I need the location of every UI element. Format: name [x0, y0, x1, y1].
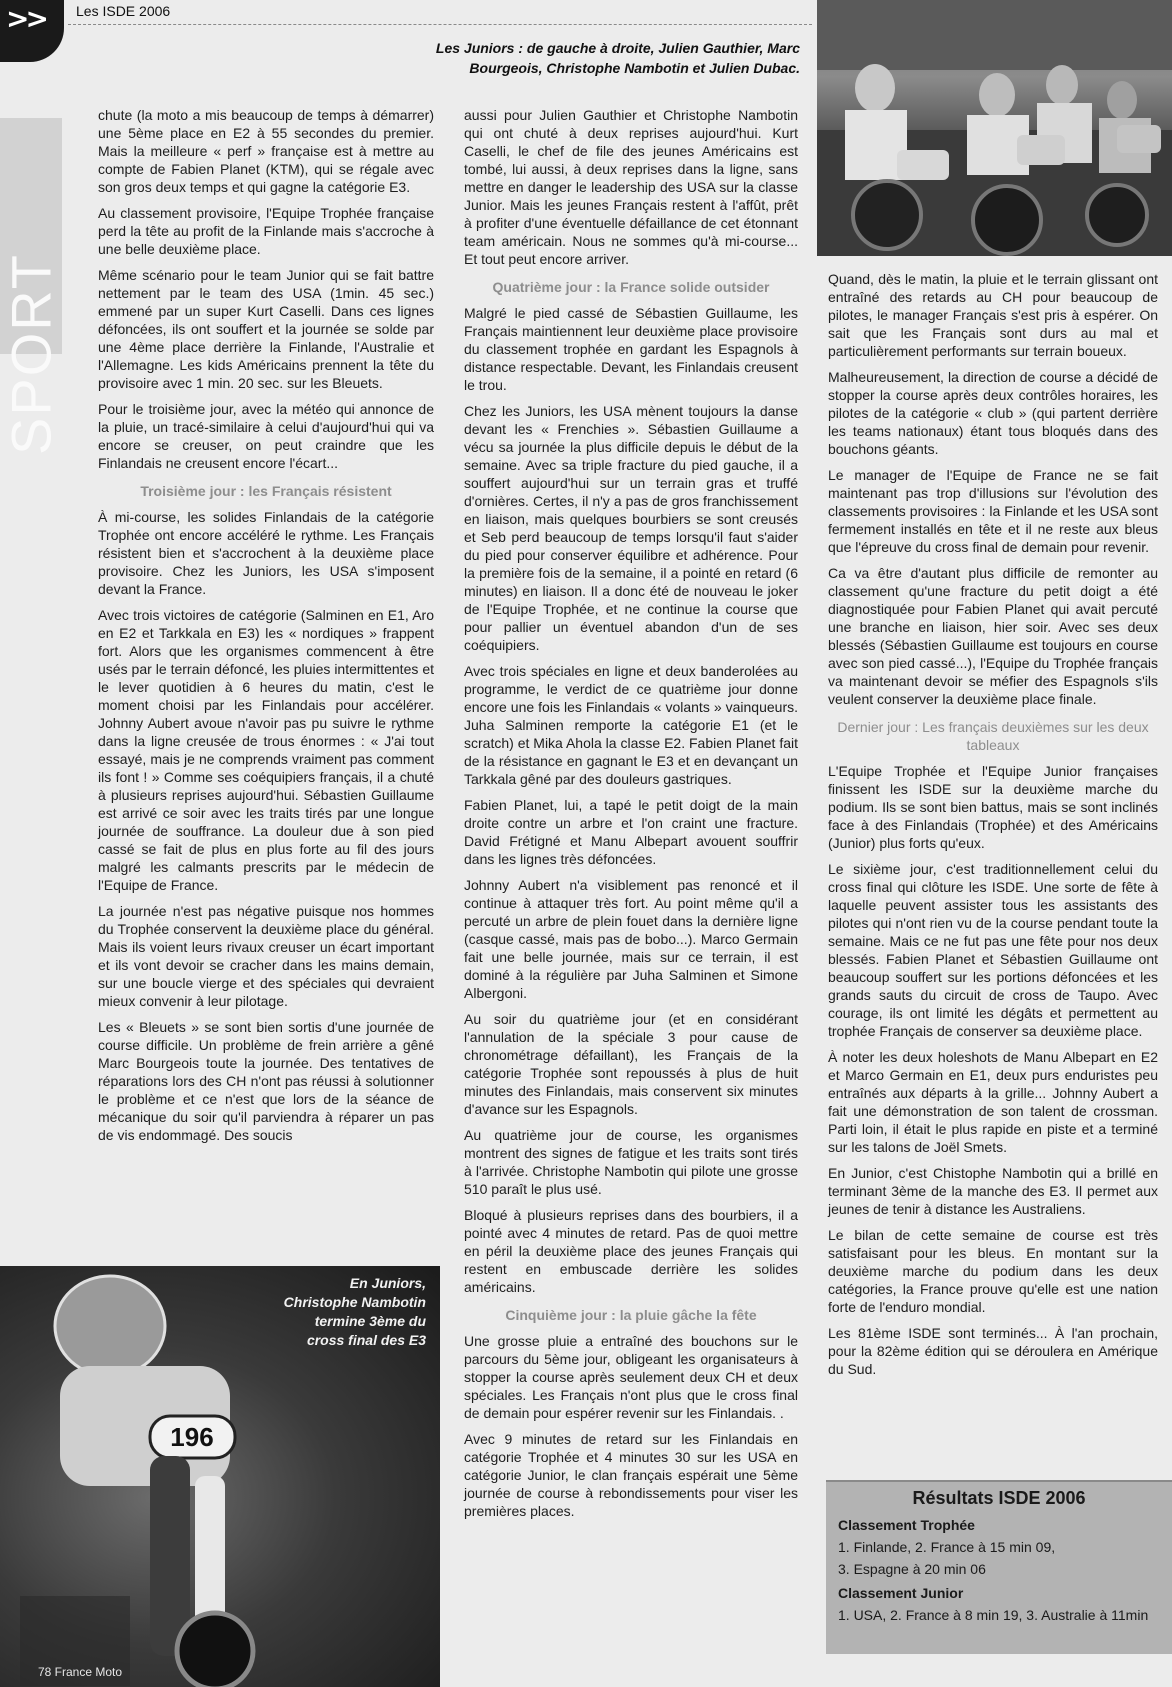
rider-photo-caption: En Juniors, Christophe Nambotin termine 3ème du cross final des E3	[283, 1275, 426, 1348]
paragraph: Bloqué à plusieurs reprises dans des bourbiers, il a pointé avec 4 minutes de retard. Pas de quoi mettre en péril la deuxième place des jeunes Français qui restent en embuscade derrière les solides américains.	[464, 1207, 798, 1295]
paragraph: Avec trois victoires de catégorie (Salminen en E1, Aro en E2 et Tarkkala en E3) les « nordiques » frappent fort. Alors que les organismes commencent à être usés par le terrain défoncé, les pluies intermittentes et le lever quotidien à 6 heures du matin, c'est le moment choisi par les Finlandais pour accélérer. Johnny Aubert avoue n'avoir pas pu suivre le rythme dans la ligne creusée de trous énormes : « J'ai tout essayé, mais je ne comprends vraiment pas comment ils font ! » Comme ses coéquipiers français, il a chuté à plusieurs reprises aujourd'hui. Sébastien Guillaume est arrivé ce soir avec les traits tirés par une longue journée de souffrance. La douleur due à son pied cassé se fait de plus en plus forte au fil des jours malgré les calmants prescrits par le médecin de l'Equipe de France.	[98, 607, 434, 893]
top-photo-caption: Les Juniors : de gauche à droite, Julien Gauthier, Marc Bourgeois, Christophe Nambotin et Julien Dubac.	[435, 40, 800, 76]
section-heading: Troisième jour : les Français résistent	[140, 483, 392, 499]
paragraph: Fabien Planet, lui, a tapé le petit doigt de la main droite contre un arbre et l'on craint une fracture. David Frétigné et Manu Albepart avouent souffrir dans les lignes très défoncées.	[464, 797, 798, 867]
paragraph: Au classement provisoire, l'Equipe Trophée française perd la tête au profit de la Finlande mais s'accroche à une belle deuxième place.	[98, 205, 434, 257]
paragraph: En Junior, c'est Chistophe Nambotin qui a brillé en terminant 3ème de la manche des E3. Il permet aux jeunes de tenir à distance les Australiens.	[828, 1165, 1158, 1217]
column-3	[828, 270, 1158, 1386]
paragraph: Chez les Juniors, les USA mènent toujours la danse devant les « Frenchies ». Sébastien Guillaume a vécu sa journée la plus difficile depuis le début de la semaine. Avec sa triple fracture du pied gauche, il a souffert aujourd'hui sur un terrain gras et truffé d'ornières. Certes, il n'y a pas de gros franchissement en liaison, mais quelques bourbiers se sont creusés et Seb perd beaucoup de temps lorsqu'il faut s'aider du pied pour conserver équilibre et adhérence. Pour la première fois de la semaine, il a pointé en retard (6 minutes) en liaison. Il a donc été de nouveau le joker de l'Equipe Trophée, et ne continue la course que pour pallier un éventuel abandon d'un de ses coéquipiers.	[464, 403, 798, 653]
paragraph: Johnny Aubert n'a visiblement pas renoncé et il continue à attaquer très fort. Au point même qu'il a percuté un arbre de plein fouet dans la dernière ligne (casque cassé, mais pas de bobo...). Marco Germain fait une belle journée, mais sur ce terrain, il est dominé à la régulière par Juha Salminen et Simone Albergoni.	[464, 877, 798, 1001]
section-heading: Quatrième jour : la France solide outsider	[492, 279, 770, 295]
paragraph: Le bilan de cette semaine de course est très satisfaisant pour les bleus. En montant sur la deuxième marche du podium dans les deux catégories, la France prouve qu'elle est une nation forte de l'enduro mondial.	[828, 1227, 1158, 1315]
paragraph: chute (la moto a mis beaucoup de temps à démarrer) une 5ème place en E2 à 55 secondes du premier. Mais la meilleure « perf » française est à mettre au compte de Fabien Planet (KTM), qui se régale avec son gros deux temps et qui gagne la catégorie E3.	[98, 107, 434, 195]
juniors-team-photo	[817, 0, 1172, 256]
section-heading: Cinquième jour : la pluie gâche la fête	[505, 1307, 757, 1323]
paragraph: Même scénario pour le team Junior qui se fait battre nettement par le team des USA (1min. 45 sec.) emmené par un super Kurt Caselli. Dans ces lignes défoncées, ils ont souffert et la journée se solde par une 4ème place derrière la Finlande, l'Australie et l'Allemagne. Les kids Américains prennent la tête du provisoire avec 1 min. 20 sec. sur les Bleuets.	[98, 267, 434, 391]
results-trophee-heading: Classement Trophée	[838, 1517, 975, 1533]
paragraph: Au soir du quatrième jour (et en considérant l'annulation de la spéciale 3 pour cause de chronométrage défaillant), les Français de la catégorie Trophée sont repoussés à plus de huit minutes des Finlandais, mais conservent six minutes d'avance sur les Espagnols.	[464, 1011, 798, 1117]
results-title: Résultats ISDE 2006	[912, 1488, 1086, 1508]
paragraph: Au quatrième jour de course, les organismes montrent des signes de fatigue et les traits sont tirés à l'arrivée. Christophe Nambotin qui pilote une grosse 510 paraît le plus usé.	[464, 1127, 798, 1197]
column-1	[98, 106, 434, 1152]
header-divider	[68, 24, 812, 25]
paragraph: À mi-course, les solides Finlandais de la catégorie Trophée ont encore accéléré le rythme. Les Français résistent bien et s'accrochent à la deuxième place provisoire. Chez les Juniors, les USA s'imposent devant la France.	[98, 509, 434, 597]
page-footer: 78 France Moto	[38, 1665, 123, 1679]
paragraph: Quand, dès le matin, la pluie et le terrain glissant ont entraîné des retards au CH pour beaucoup de pilotes, le manager Français s'est pris à espérer. On sait que les Français sont durs au mal et particulièrement performants sur terrain boueux.	[828, 271, 1158, 359]
column-2	[464, 106, 798, 1528]
juniors-team-illustration	[817, 0, 1172, 256]
paragraph: Malgré le pied cassé de Sébastien Guillaume, les Français maintiennent leur deuxième place provisoire du classement trophée en gardant les Espagnols à distance respectable. Devant, les Finlandais creusent le trou.	[464, 305, 798, 393]
section-heading: Dernier jour : Les français deuxièmes sur les deux tableaux	[837, 719, 1149, 753]
paragraph: La journée n'est pas négative puisque nos hommes du Trophée conservent la deuxième place du général. Mais ils voient leurs rivaux creuser un écart important et ils vont devoir se cracher dans les mains demain, sur une boucle vierge et des spéciales qui devraient mieux convenir à leur pilotage.	[98, 903, 434, 1009]
results-trophee-line: 1. Finlande, 2. France à 15 min 09,	[838, 1539, 1056, 1555]
paragraph: Ca va être d'autant plus difficile de remonter au classement qu'une fracture du petit doigt a été diagnostiquée pour Fabien Planet qui avait percuté une branche en liaison, hier soir. Avec ses deux blessés (Sébastien Guillaume est toujours en course avec son pied cassé...), l'Equipe du Trophée français va maintenant devoir se méfier des Espagnols s'ils veulent conserver la deuxième place finale.	[828, 565, 1158, 707]
paragraph: Le manager de l'Equipe de France ne se fait maintenant pas trop d'illusions sur l'évolution des classements provisoires : la Finlande et les USA sont fermement installés en tête et il ne reste aux bleus que l'épreuve du cross final de demain pour revenir.	[828, 467, 1158, 555]
section-band	[0, 118, 63, 455]
results-box	[826, 1480, 1172, 1654]
results-junior-heading: Classement Junior	[838, 1585, 964, 1601]
running-header-title: Les ISDE 2006	[76, 3, 171, 19]
header-tab	[0, 0, 64, 62]
paragraph: Pour le troisième jour, avec la météo qui annonce de la pluie, un tracé-similaire à celui d'aujourd'hui qui va encore se creuser, on peut craindre que les Finlandais ne creusent encore l'écart...	[98, 401, 434, 471]
double-chevron-icon: >>	[6, 2, 45, 35]
paragraph: L'Equipe Trophée et l'Equipe Junior françaises finissent les ISDE sur la deuxième marche du podium. Ils se sont bien battus, mais se sont inclinés face à des Finlandais (Trophée) et des Américains (Junior) plus forts qu'eux.	[828, 763, 1158, 851]
section-label: SPORT	[0, 253, 63, 455]
svg-text:196: 196	[170, 1422, 214, 1452]
paragraph: Les « Bleuets » se sont bien sortis d'une journée de course difficile. Un problème de frein arrière a gêné Marc Bourgeois toute la journée. Des tentatives de réparations lors des CH n'ont pas réussi à solutionner le problème et ce n'est que lors de la séance de mécanique du soir qu'il parviendra à réparer un pas de vis endommagé. Des soucis	[98, 1019, 434, 1143]
results-trophee-line: 3. Espagne à 20 min 06	[838, 1561, 986, 1577]
paragraph: aussi pour Julien Gauthier et Christophe Nambotin qui ont chuté à deux reprises aujourd'hui. Kurt Caselli, le chef de file des jeunes Américains est tombé, lui aussi, à deux reprises dans la ligne, sans mettre en danger le leadership des USA sur la classe Junior. Mais les jeunes Français restent à l'affût, prêt à profiter d'une éventuelle défaillance de cet étonnant team américain. Nous ne sommes qu'à mi-course... Et tout peut encore arriver.	[464, 107, 798, 267]
paragraph: Avec 9 minutes de retard sur les Finlandais en catégorie Trophée et 4 minutes 30 sur les USA en catégorie Junior, le clan français espérait une 5ème journée de course à rebondissements pour viser les premières places.	[464, 1431, 798, 1519]
paragraph: Avec trois spéciales en ligne et deux banderolées au programme, le verdict de ce quatrième jour donne encore une fois les Finlandais « volants » vainqueurs. Juha Salminen remporte la catégorie E1 (et le scratch) et Mika Ahola la classe E2. Fabien Planet fait de la résistance en gagnant le E3 et en devançant un Tarkkala gêné par des douleurs gastriques.	[464, 663, 798, 787]
paragraph: Malheureusement, la direction de course a décidé de stopper la course après deux contrôles horaires, les pilotes de la catégorie « club » (qui partent derrière les teams nationaux) étant tous bloqués dans des bouchons géants.	[828, 369, 1158, 457]
paragraph: Le sixième jour, c'est traditionnellement celui du cross final qui clôture les ISDE. Une sorte de fête à laquelle peuvent assister tous les assistants des pilotes qui n'ont rien vu de la course pendant toute la semaine. Mais ce ne fut pas une fête pour nos deux blessés. Fabien Planet et Sébastien Guillaume ont beaucoup souffert sur les portions défoncées et les grands sauts du circuit de cross de Taupo. Avec courage, ils ont limité les dégâts et permettent au trophée Français de conserver sa deuxième place.	[828, 861, 1158, 1039]
paragraph: Les 81ème ISDE sont terminés... À l'an prochain, pour la 82ème édition qui se déroulera en Amérique du Sud.	[828, 1325, 1158, 1377]
paragraph: À noter les deux holeshots de Manu Albepart en E2 et Marco Germain en E1, deux purs enduristes peu entraînés aux départs à la grille... Johnny Aubert a fait une démonstration de son talent de crossman. Parti loin, il était le plus rapide en piste et a terminé sur les talons de Joël Smets.	[828, 1049, 1158, 1155]
paragraph: Une grosse pluie a entraîné des bouchons sur le parcours du 5ème jour, obligeant les organisateurs à stopper la course après seulement deux CH et deux spéciales. Les Français n'ont plus que le cross final de demain pour espérer revenir sur les Finlandais. .	[464, 1333, 798, 1421]
results-junior-line: 1. USA, 2. France à 8 min 19, 3. Australie à 11min	[838, 1607, 1149, 1623]
